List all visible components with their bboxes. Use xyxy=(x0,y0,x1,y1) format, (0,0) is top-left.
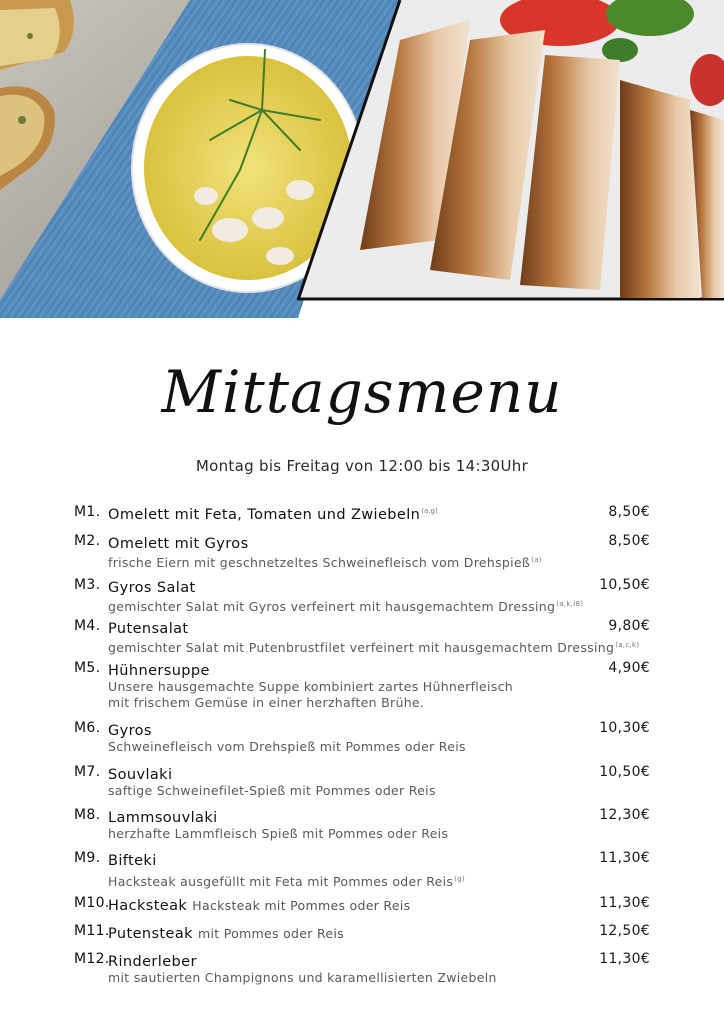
item-name: Putensalat xyxy=(108,621,189,637)
item-description: saftige Schweinefilet-Spieß mit Pommes oder Reis xyxy=(108,783,436,798)
allergen-note: (a,k,l8) xyxy=(556,600,584,608)
item-code: M10. xyxy=(74,895,110,911)
item-name: Omelett mit Gyros xyxy=(108,536,249,552)
item-name: Souvlaki xyxy=(108,767,173,783)
item-price: 11,30€ xyxy=(599,951,650,967)
item-code: M1. xyxy=(74,504,101,520)
item-price: 11,30€ xyxy=(599,895,650,911)
item-price: 8,50€ xyxy=(608,533,650,549)
item-description: Unsere hausgemachte Suppe kombiniert zartes Hühnerfleisch xyxy=(108,679,514,694)
item-code: M7. xyxy=(74,764,101,780)
item-price: 8,50€ xyxy=(608,504,650,520)
item-code: M8. xyxy=(74,807,101,823)
item-description: Hacksteak ausgefüllt mit Feta mit Pommes oder Reis xyxy=(108,874,454,890)
item-price: 12,50€ xyxy=(599,923,650,939)
item-code: M3. xyxy=(74,577,101,593)
item-price: 12,30€ xyxy=(599,807,650,823)
allergen-note: (a,g) xyxy=(421,506,438,515)
item-price: 11,30€ xyxy=(599,850,650,866)
item-name: Putensteak xyxy=(108,926,193,942)
item-code: M11. xyxy=(74,923,110,939)
item-description: Schweinefleisch vom Drehspieß mit Pommes oder Reis xyxy=(108,739,466,754)
allergen-note: (a,c,k) xyxy=(615,641,640,649)
item-description: mit Pommes oder Reis xyxy=(198,926,344,941)
item-price: 10,30€ xyxy=(599,720,650,736)
page-title: Mittagsmenu xyxy=(161,358,563,426)
allergen-note: (g) xyxy=(454,875,466,883)
item-price: 10,50€ xyxy=(599,577,650,593)
item-name: Gyros Salat xyxy=(108,580,196,596)
item-description: gemischter Salat mit Putenbrustfilet verfeinert mit hausgemachtem Dressing xyxy=(108,640,615,656)
item-description: gemischter Salat mit Gyros verfeinert mit hausgemachtem Dressing xyxy=(108,599,556,615)
item-description: frische Eiern mit geschnetzeltes Schweinefleisch vom Drehspieß xyxy=(108,555,531,571)
item-name: Omelett mit Feta, Tomaten und Zwiebeln xyxy=(108,507,421,523)
item-code: M12. xyxy=(74,951,110,967)
item-description: mit sautierten Champignons und karamellisierten Zwiebeln xyxy=(108,970,497,985)
hero-food-image xyxy=(0,0,724,320)
allergen-note: (a) xyxy=(531,556,542,564)
item-name: Bifteki xyxy=(108,853,157,869)
item-code: M4. xyxy=(74,618,101,634)
opening-hours: Montag bis Freitag von 12:00 bis 14:30Uhr xyxy=(195,457,529,475)
item-description: Hacksteak mit Pommes oder Reis xyxy=(192,898,411,913)
item-code: M9. xyxy=(74,850,101,866)
item-name: Hacksteak xyxy=(108,898,188,914)
item-code: M6. xyxy=(74,720,101,736)
item-name: Hühnersuppe xyxy=(108,663,210,679)
item-code: M5. xyxy=(74,660,101,676)
item-name: Gyros xyxy=(108,723,152,739)
item-price: 9,80€ xyxy=(608,618,650,634)
item-name: Lammsouvlaki xyxy=(108,810,218,826)
item-description: herzhafte Lammfleisch Spieß mit Pommes oder Reis xyxy=(108,826,449,841)
item-price: 10,50€ xyxy=(599,764,650,780)
item-code: M2. xyxy=(74,533,101,549)
item-description-line2: mit frischem Gemüse in einer herzhaften Brühe. xyxy=(108,695,425,710)
item-name: Rinderleber xyxy=(108,954,197,970)
item-price: 4,90€ xyxy=(608,660,650,676)
